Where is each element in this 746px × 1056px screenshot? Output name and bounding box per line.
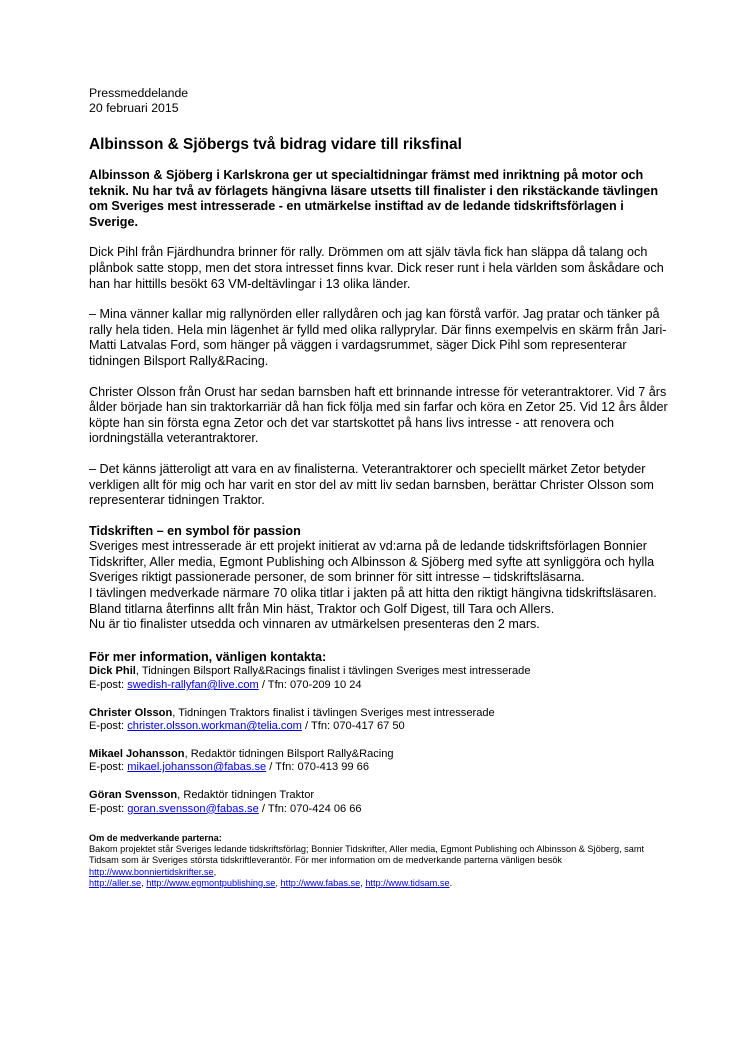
contacts-heading: För mer information, vänligen kontakta: [89, 649, 327, 664]
email-label: E-post: [89, 761, 125, 774]
press-release-page [89, 86, 669, 889]
about-paragraph: Bakom projektet står Sveriges ledande tidskriftsförlag; Bonnier Tidskrifter, Aller media, Egmont Publishing och Albinsson & Sjöberg, samt Tidsam som är Sveriges största tidskriftleverantör. För mer information om de medverkande parterna vänligen besök http://www.bonniertidskrifter.se, http://aller.se, http://www.egmontpublishing.se, http://www.fabas.se, http://www.tidsam.se. [89, 844, 645, 888]
doc-date: 20 februari 2015 [89, 100, 179, 115]
phone-label: / Tfn: [305, 720, 331, 733]
doc-header [89, 86, 669, 115]
contact-role: , Tidningen Bilsport Rally&Racings finalist i tävlingen Sveriges mest intresserade [135, 665, 531, 678]
phone-label: / Tfn: [269, 761, 295, 774]
phone-label: / Tfn: [261, 802, 287, 815]
contact-email-link[interactable]: christer.olsson.workman@telia.com [127, 720, 302, 733]
contact-name: Dick Phil [89, 665, 136, 678]
contact-phone: 070-424 06 66 [290, 802, 362, 815]
email-label: E-post: [89, 720, 125, 733]
email-label: E-post: [89, 679, 125, 692]
contact-entry [89, 665, 669, 692]
about-heading: Om de medverkande parterna: [89, 833, 222, 844]
link-fabas[interactable]: http://www.fabas.se [280, 877, 361, 888]
section-paragraph: Nu är tio finalister utsedda och vinnaren av utmärkelsen presenteras den 2 mars. [89, 617, 540, 632]
body-paragraph: – Mina vänner kallar mig rallynörden eller rallydåren och jag kan förstå varför. Jag pratar och tänker på rally hela tiden. Hela min lägenhet är fylld med olika rallyprylar. Där finns exempelvis en skärm från Jari-Matti Latvalas Ford, som hänger på väggen i vardagsrummet, säger Dick Pihl som representerar tidningen Bilsport Rally&Racing. [89, 307, 667, 368]
body-paragraph: Dick Pihl från Fjärdhundra brinner för rally. Drömmen om att själv tävla fick han släppa då talang och plånbok satte stopp, men det stora intresset finns kvar. Dick reser runt i hela världen som åskådare och han har hittills besökt 63 VM-deltävlingar i 13 olika länder. [89, 245, 664, 291]
link-tidsam[interactable]: http://www.tidsam.se [365, 877, 450, 888]
contact-entry [89, 707, 669, 734]
phone-label: / Tfn: [261, 679, 287, 692]
section-paragraph: Sveriges mest intresserade är ett projekt initierat av vd:arna på de ledande tidskriftsförlagen Bonnier Tidskrifter, Aller media, Egmont Publishing och Albinsson & Sjöberg med syfte att synliggöra och hylla Sveriges riktigt passionerade personer, de som brinner för sitt intresse – tidskriftsläsarna. [89, 539, 655, 585]
link-egmontpublishing[interactable]: http://www.egmontpublishing.se [146, 877, 276, 888]
body-paragraph: Christer Olsson från Orust har sedan barnsben haft ett brinnande intresse för veterantraktorer. Vid 7 års ålder började han sin traktorkarriär då han fick följa med sin farfar och köra en Zetor 25. Vid 12 års ålder köpte han sin första egna Zetor och det var startskottet på hans livs intresse - att renovera och iordningställa veterantraktorer. [89, 384, 668, 446]
contact-role: , Redaktör tidningen Traktor [177, 789, 315, 801]
link-aller[interactable]: http://aller.se [89, 877, 142, 888]
headline: Albinsson & Sjöbergs två bidrag vidare till riksfinal [89, 136, 462, 153]
body-paragraph: – Det känns jätteroligt att vara en av finalisterna. Veterantraktorer och speciellt märket Zetor betyder verkligen allt för mig och har varit en stor del av mitt liv sedan barnsben, berättar Christer Olsson som representerar tidningen Traktor. [89, 461, 654, 508]
lead-paragraph: Albinsson & Sjöberg i Karlskrona ger ut specialtidningar främst med inriktning på motor och teknik. Nu har två av förlagets hängivna läsare utsetts till finalister i den rikstäckande tävlingen om Sveriges mest intresserade - en utmärkelse instiftad av de ledande tidskriftsförlagen i Sverige. [89, 168, 659, 229]
contact-entry [89, 748, 669, 775]
doc-type: Pressmeddelande [89, 86, 189, 100]
contact-email-link[interactable]: goran.svensson@fabas.se [127, 802, 259, 815]
contact-phone: 070-413 99 66 [297, 761, 369, 774]
section-heading: Tidskriften – en symbol för passion [89, 523, 301, 538]
email-label: E-post: [89, 802, 125, 815]
contact-role: , Redaktör tidningen Bilsport Rally&Racing [184, 747, 394, 760]
contact-name: Christer Olsson [89, 706, 173, 719]
contact-name: Göran Svensson [89, 789, 178, 801]
contact-phone: 070-209 10 24 [290, 679, 362, 692]
link-bonniertidskrifter[interactable]: http://www.bonniertidskrifter.se [89, 866, 214, 877]
contact-email-link[interactable]: swedish-rallyfan@live.com [127, 679, 259, 692]
contact-email-link[interactable]: mikael.johansson@fabas.se [127, 761, 267, 774]
contact-role: , Tidningen Traktors finalist i tävlingen Sveriges mest intresserade [172, 706, 495, 719]
about-text: Bakom projektet står Sveriges ledande tidskriftsförlag; Bonnier Tidskrifter, Aller media, Egmont Publishing och Albinsson & Sjöberg, samt Tidsam som är Sveriges största tidskriftleverantör. För mer information om de medverkande parterna vänligen besök [89, 844, 645, 866]
contact-name: Mikael Johansson [89, 747, 185, 760]
section-paragraph: I tävlingen medverkade närmare 70 olika titlar i jakten på att hitta den riktigt hängivna tidskriftsläsaren. Bland titlarna återfinns allt från Min häst, Traktor och Golf Digest, till Tara och Allers. [89, 586, 657, 616]
contact-phone: 070-417 67 50 [333, 720, 405, 733]
contact-entry [89, 789, 669, 816]
